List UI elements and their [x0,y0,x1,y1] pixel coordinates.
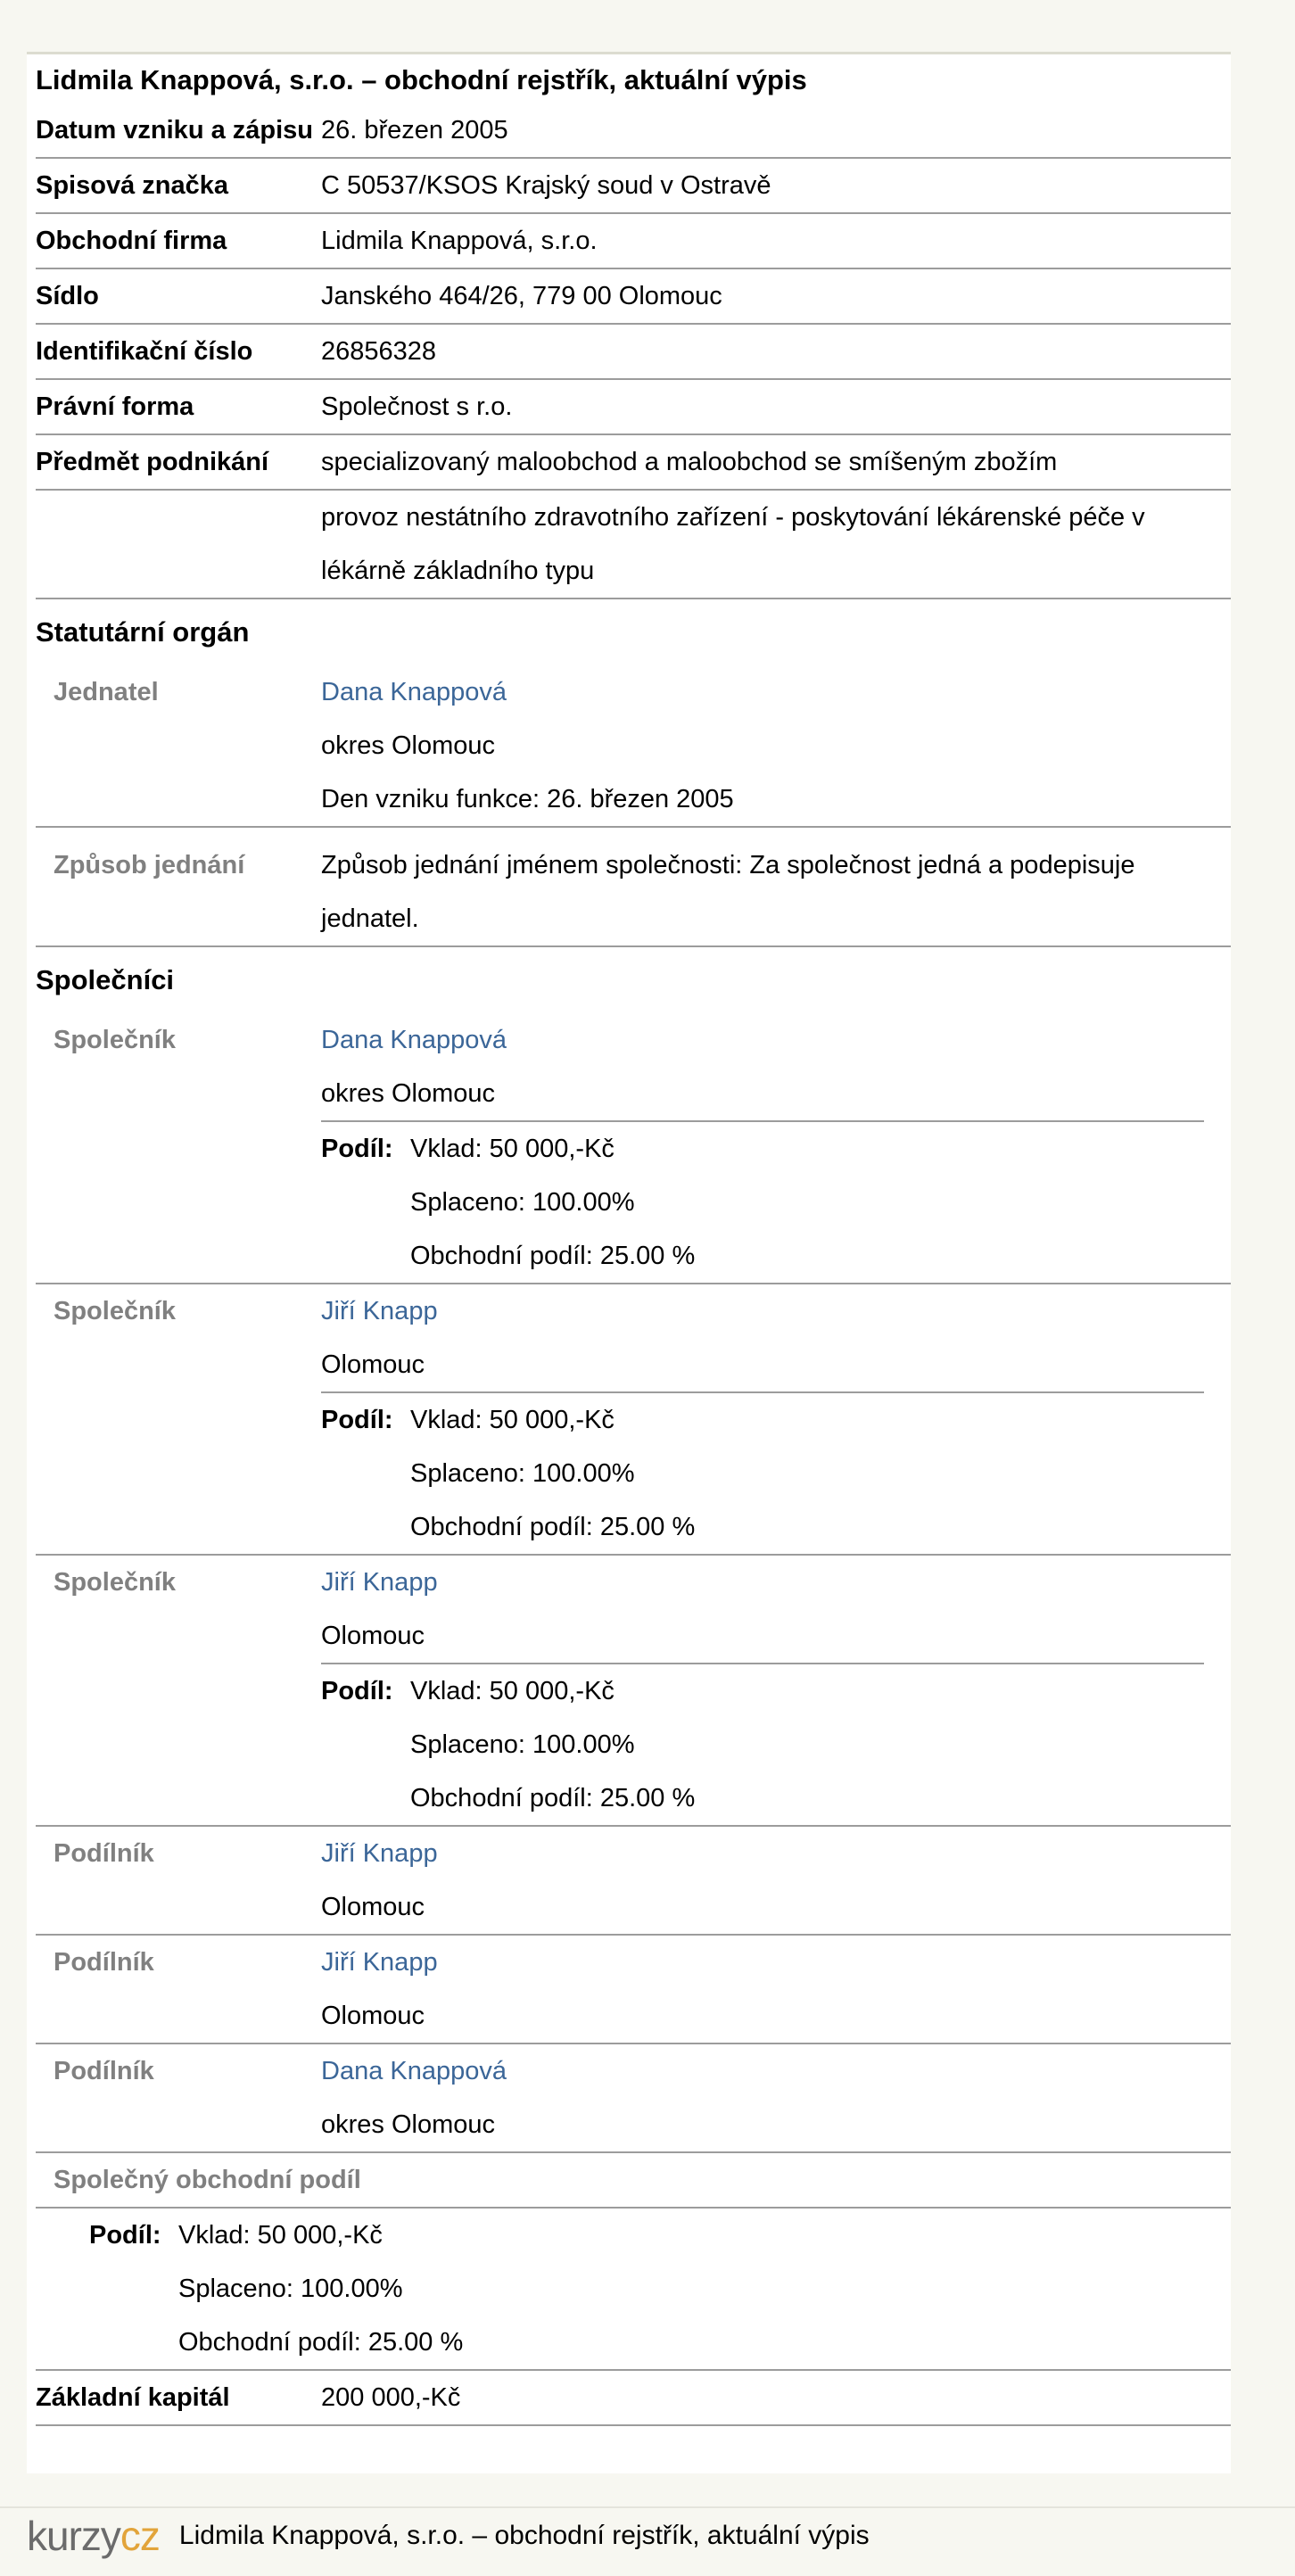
vklad-value: Vklad: 50 000,-Kč [410,1406,615,1434]
predmet-podnikani-label: Předmět podnikání [36,448,269,476]
row-sidlo [36,269,1231,325]
pravni-forma-value: Společnost s r.o. [321,392,513,421]
podilnik-entry [36,1827,1231,1936]
row-predmet-podnikani [36,435,1231,491]
pravni-forma-label: Právní forma [36,392,194,421]
podil-values [410,1393,1204,1554]
spolecnik-name-link[interactable]: Jiří Knapp [321,1297,438,1325]
statutarni-organ-heading: Statutární orgán [36,616,250,648]
podilnik-details [321,1936,1231,2043]
empty-label [36,491,321,598]
kurzy-logo[interactable] [27,2514,160,2558]
podilnik-details [321,1827,1231,1934]
zakladni-kapital-value: 200 000,-Kč [321,2383,461,2412]
podil-block [321,1120,1204,1283]
obchodni-firma-value: Lidmila Knappová, s.r.o. [321,227,598,255]
spolecnik-entry [36,1013,1231,1284]
podilnik-name-link[interactable]: Jiří Knapp [321,1948,438,1977]
podilnik-label: Podílník [54,1948,154,1977]
spolecnik-entry [36,1556,1231,1827]
zpusob-jednani-value: Způsob jednání jménem společnosti: Za společnost jedná a podepisuje jednatel. [321,851,1135,933]
spolecnik-place: Olomouc [321,1622,425,1650]
predmet-podnikani-value-1: specializovaný maloobchod a maloobchod se smíšeným zbožím [321,448,1058,476]
row-predmet-podnikani-2 [36,491,1231,599]
datum-vzniku-label: Datum vzniku a zápisu [36,116,314,144]
page-title: Lidmila Knappová, s.r.o. – obchodní rejstřík, aktuální výpis [36,64,807,95]
spolecnik-label: Společník [54,1297,176,1325]
predmet-podnikani-value-2: provoz nestátního zdravotního zařízení - poskytování lékárenské péče v lékárně základního typu [321,503,1145,585]
row-datum-vzniku [36,103,1231,159]
zpusob-jednani-entry [36,828,1231,947]
page-footer [0,2506,1295,2562]
podilnik-name-link[interactable]: Dana Knappová [321,2057,507,2085]
jednatel-label: Jednatel [54,678,159,706]
jednatel-name-link[interactable]: Dana Knappová [321,678,507,706]
logo-text-kurzy: kurzy [27,2513,120,2559]
spolecny-obchodni-podil-label: Společný obchodní podíl [36,2153,1231,2209]
podilnik-entry [36,2044,1231,2153]
podil-label: Podíl: [321,1406,393,1434]
spolecnik-details [321,1013,1231,1283]
spolecny-podil-block [36,2209,1231,2371]
sidlo-label: Sídlo [36,282,99,310]
jednatel-entry [36,665,1231,828]
spolecnik-label: Společník [54,1026,176,1054]
podil-block [321,1391,1204,1554]
obchodni-podil-value: Obchodní podíl: 25.00 % [410,1242,696,1270]
spolecnici-heading: Společníci [36,964,175,995]
registry-extract [36,57,1231,2426]
obchodni-podil-value: Obchodní podíl: 25.00 % [410,1513,696,1541]
spolecnik-place: okres Olomouc [321,1079,496,1108]
splaceno-value: Splaceno: 100.00% [410,1730,635,1759]
podil-label: Podíl: [321,1135,393,1163]
podil-label: Podíl: [89,2221,161,2250]
zakladni-kapital-label: Základní kapitál [36,2383,230,2412]
top-divider [27,52,1231,54]
datum-vzniku-value: 26. březen 2005 [321,116,508,144]
spolecnik-details [321,1556,1231,1825]
row-identifikacni-cislo [36,325,1231,380]
ico-value: 26856328 [321,337,437,366]
podilnik-place: Olomouc [321,2002,425,2030]
zpusob-jednani-label: Způsob jednání [54,851,245,879]
obchodni-podil-value: Obchodní podíl: 25.00 % [178,2328,464,2357]
row-pravni-forma [36,380,1231,435]
podilnik-details [321,2044,1231,2151]
podil-block [321,1663,1204,1825]
vklad-value: Vklad: 50 000,-Kč [410,1677,615,1705]
podilnik-name-link[interactable]: Jiří Knapp [321,1839,438,1868]
podil-label: Podíl: [321,1677,393,1705]
spisova-znacka-label: Spisová značka [36,171,228,200]
jednatel-since: Den vzniku funkce: 26. březen 2005 [321,785,734,813]
podil-values [410,1664,1204,1825]
podilnik-label: Podílník [54,2057,154,2085]
splaceno-value: Splaceno: 100.00% [178,2275,403,2303]
spolecnik-place: Olomouc [321,1350,425,1379]
sidlo-value: Janského 464/26, 779 00 Olomouc [321,282,722,310]
podilnik-place: Olomouc [321,1893,425,1921]
spolecnik-entry [36,1284,1231,1556]
vklad-value: Vklad: 50 000,-Kč [410,1135,615,1163]
spolecnik-name-link[interactable]: Jiří Knapp [321,1568,438,1597]
row-zakladni-kapital [36,2371,1231,2426]
vklad-value: Vklad: 50 000,-Kč [178,2221,383,2250]
podilnik-label: Podílník [54,1839,154,1868]
podilnik-place: okres Olomouc [321,2110,496,2139]
podil-values [410,1122,1204,1283]
jednatel-details [321,665,1231,826]
splaceno-value: Splaceno: 100.00% [410,1459,635,1488]
spolecnik-label: Společník [54,1568,176,1597]
spolecnik-details [321,1284,1231,1554]
footer-title: Lidmila Knappová, s.r.o. – obchodní rejstřík, aktuální výpis [178,2521,870,2550]
spolecnik-name-link[interactable]: Dana Knappová [321,1026,507,1054]
logo-text-cz: cz [120,2513,160,2559]
row-spisova-znacka [36,159,1231,214]
jednatel-place: okres Olomouc [321,731,496,760]
spisova-znacka-value: C 50537/KSOS Krajský soud v Ostravě [321,171,771,200]
splaceno-value: Splaceno: 100.00% [410,1188,635,1217]
row-obchodni-firma [36,214,1231,269]
obchodni-podil-value: Obchodní podíl: 25.00 % [410,1784,696,1812]
ico-label: Identifikační číslo [36,337,253,366]
podilnik-entry [36,1936,1231,2044]
podil-values [178,2209,1231,2369]
obchodni-firma-label: Obchodní firma [36,227,227,255]
